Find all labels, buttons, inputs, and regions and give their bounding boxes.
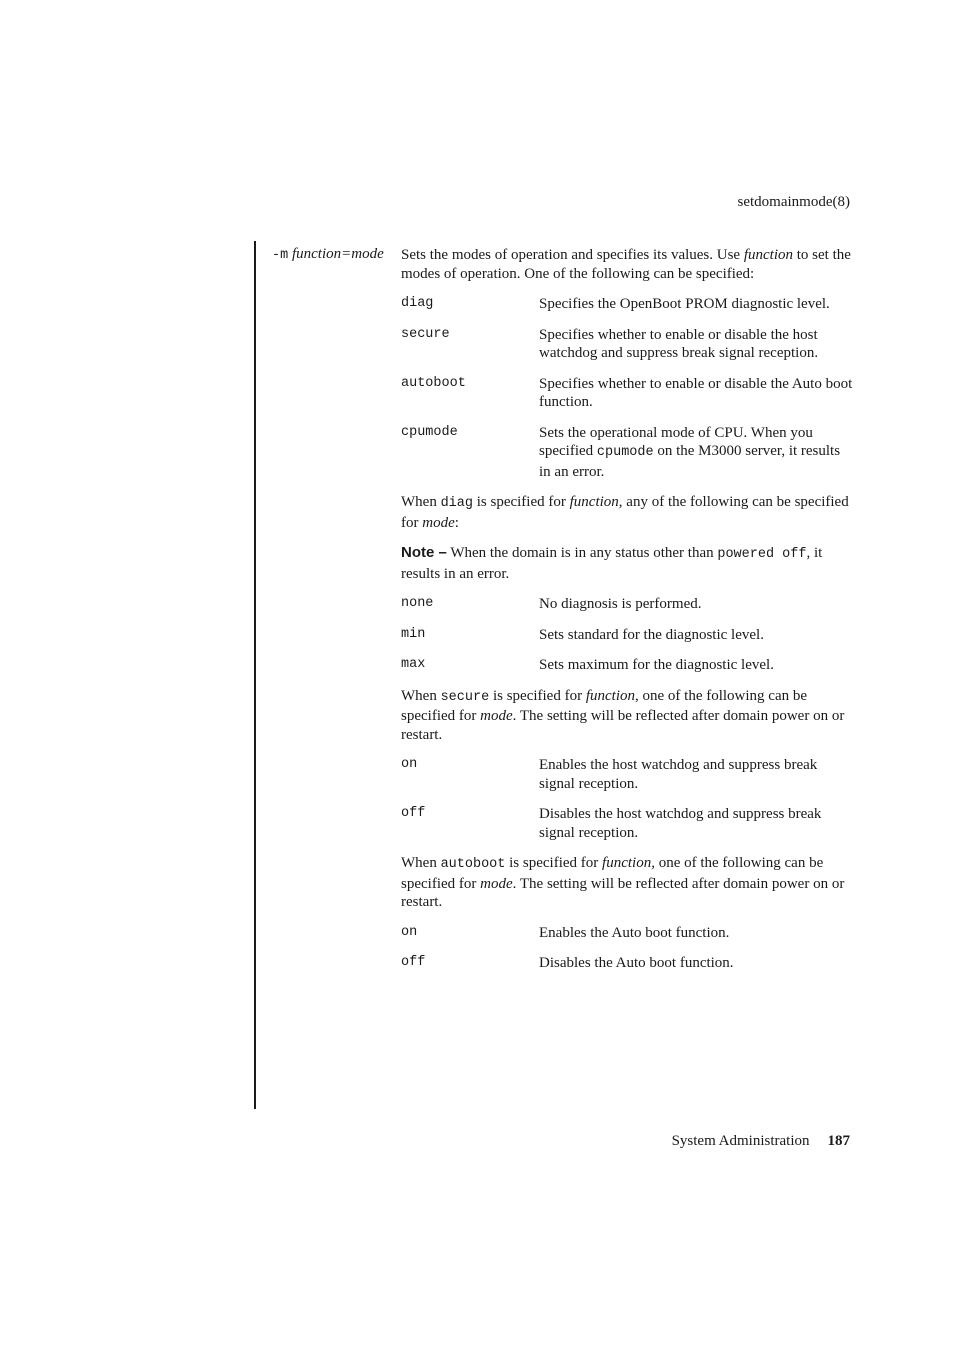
function-desc: Specifies whether to enable or disable the host watchdog and suppress break signal reception. (539, 326, 819, 361)
option-function: function (291, 246, 342, 262)
text-run: When (401, 855, 441, 871)
page-number: 187 (827, 1133, 850, 1149)
text-run: . The setting will be reflected after domain power on or restart. (401, 708, 845, 743)
change-bar (254, 241, 256, 1109)
note-text: When the domain is in any status other than (446, 545, 718, 561)
mode-term: none (401, 596, 434, 611)
note (401, 544, 853, 583)
mode-desc: Sets standard for the diagnostic level. (539, 626, 764, 643)
intro-function: function (743, 247, 794, 263)
italic-run: mode (480, 875, 513, 892)
text-run: is specified for (489, 687, 586, 704)
mode-term: on (401, 924, 418, 940)
function-item (401, 375, 853, 412)
text-run: is specified for (505, 855, 603, 871)
function-term: diag (401, 296, 434, 311)
function-item (401, 424, 853, 482)
function-desc (539, 424, 853, 482)
mode-item (401, 954, 853, 973)
mode-desc: No diagnosis is performed. (539, 596, 702, 612)
secure-paragraph (401, 687, 853, 745)
mode-item (401, 805, 853, 842)
mode-item (401, 595, 853, 614)
text-run: . The setting will be reflected after domain power on or restart. (401, 875, 845, 910)
mode-item (401, 626, 853, 645)
text-run: When (401, 494, 441, 510)
text-run: : (454, 514, 459, 531)
code-run: diag (440, 496, 473, 511)
italic-run: function (585, 687, 635, 704)
mode-desc: Enables the host watchdog and suppress break signal reception. (539, 757, 818, 792)
mode-term: on (401, 757, 418, 772)
code-run: secure (440, 689, 490, 705)
function-desc: Specifies whether to enable or disable the Auto boot function. (539, 375, 853, 410)
option-mode: mode (351, 246, 384, 262)
italic-run: mode (422, 514, 455, 531)
text-run: , one of the following can be specified for (401, 855, 824, 892)
mode-item (401, 656, 853, 675)
function-item (401, 295, 853, 314)
function-term: autoboot (401, 375, 466, 391)
mode-item (401, 756, 853, 793)
intro-paragraph (401, 246, 853, 283)
mode-term: min (401, 626, 426, 642)
option-flag: -m (272, 248, 289, 263)
function-list (401, 295, 853, 481)
option-equals: = (341, 246, 352, 262)
page-footer (672, 1133, 850, 1150)
code-run: autoboot (440, 857, 506, 872)
footer-section: System Administration (671, 1133, 810, 1149)
mode-term: off (401, 955, 426, 970)
function-desc: Specifies the OpenBoot PROM diagnostic level. (539, 296, 830, 312)
mode-term: max (401, 657, 426, 672)
mode-desc: Sets maximum for the diagnostic level. (539, 657, 774, 673)
note-text-end: , it results in an error. (401, 545, 823, 582)
option-description (401, 246, 853, 985)
text-run: When (401, 687, 441, 704)
text-run: is specified for (472, 494, 570, 510)
note-code: powered off (717, 547, 807, 562)
text-run: , any of the following can be specified for (401, 494, 849, 531)
diag-paragraph (401, 493, 853, 532)
autoboot-paragraph (401, 854, 853, 912)
mode-desc: Disables the Auto boot function. (539, 955, 734, 971)
option-term (272, 246, 384, 263)
italic-run: function (602, 855, 652, 871)
function-item (401, 326, 853, 363)
mode-term: off (401, 806, 426, 821)
mode-desc: Disables the host watchdog and suppress break signal reception. (539, 806, 822, 841)
mode-item (401, 924, 853, 943)
cpumode-text-end: on the M3000 server, it results in an error. (539, 443, 841, 480)
running-header: setdomainmode(8) (737, 194, 850, 210)
function-term: secure (401, 326, 450, 342)
secure-mode-list (401, 756, 853, 842)
note-label: Note – (401, 544, 447, 561)
function-term: cpumode (401, 424, 458, 440)
text-run: , one of the following can be specified for (401, 687, 808, 724)
intro-text: Sets the modes of operation and specifies its values. Use (401, 247, 744, 263)
italic-run: function (569, 494, 619, 510)
mode-desc: Enables the Auto boot function. (539, 924, 730, 941)
autoboot-mode-list (401, 924, 853, 973)
cpumode-code: cpumode (596, 445, 654, 460)
diag-mode-list (401, 595, 853, 675)
cpumode-text: Sets the operational mode of CPU. When you specified (539, 424, 813, 459)
intro-text-end: to set the modes of operation. One of the following can be specified: (401, 247, 851, 282)
italic-run: mode (480, 708, 513, 724)
